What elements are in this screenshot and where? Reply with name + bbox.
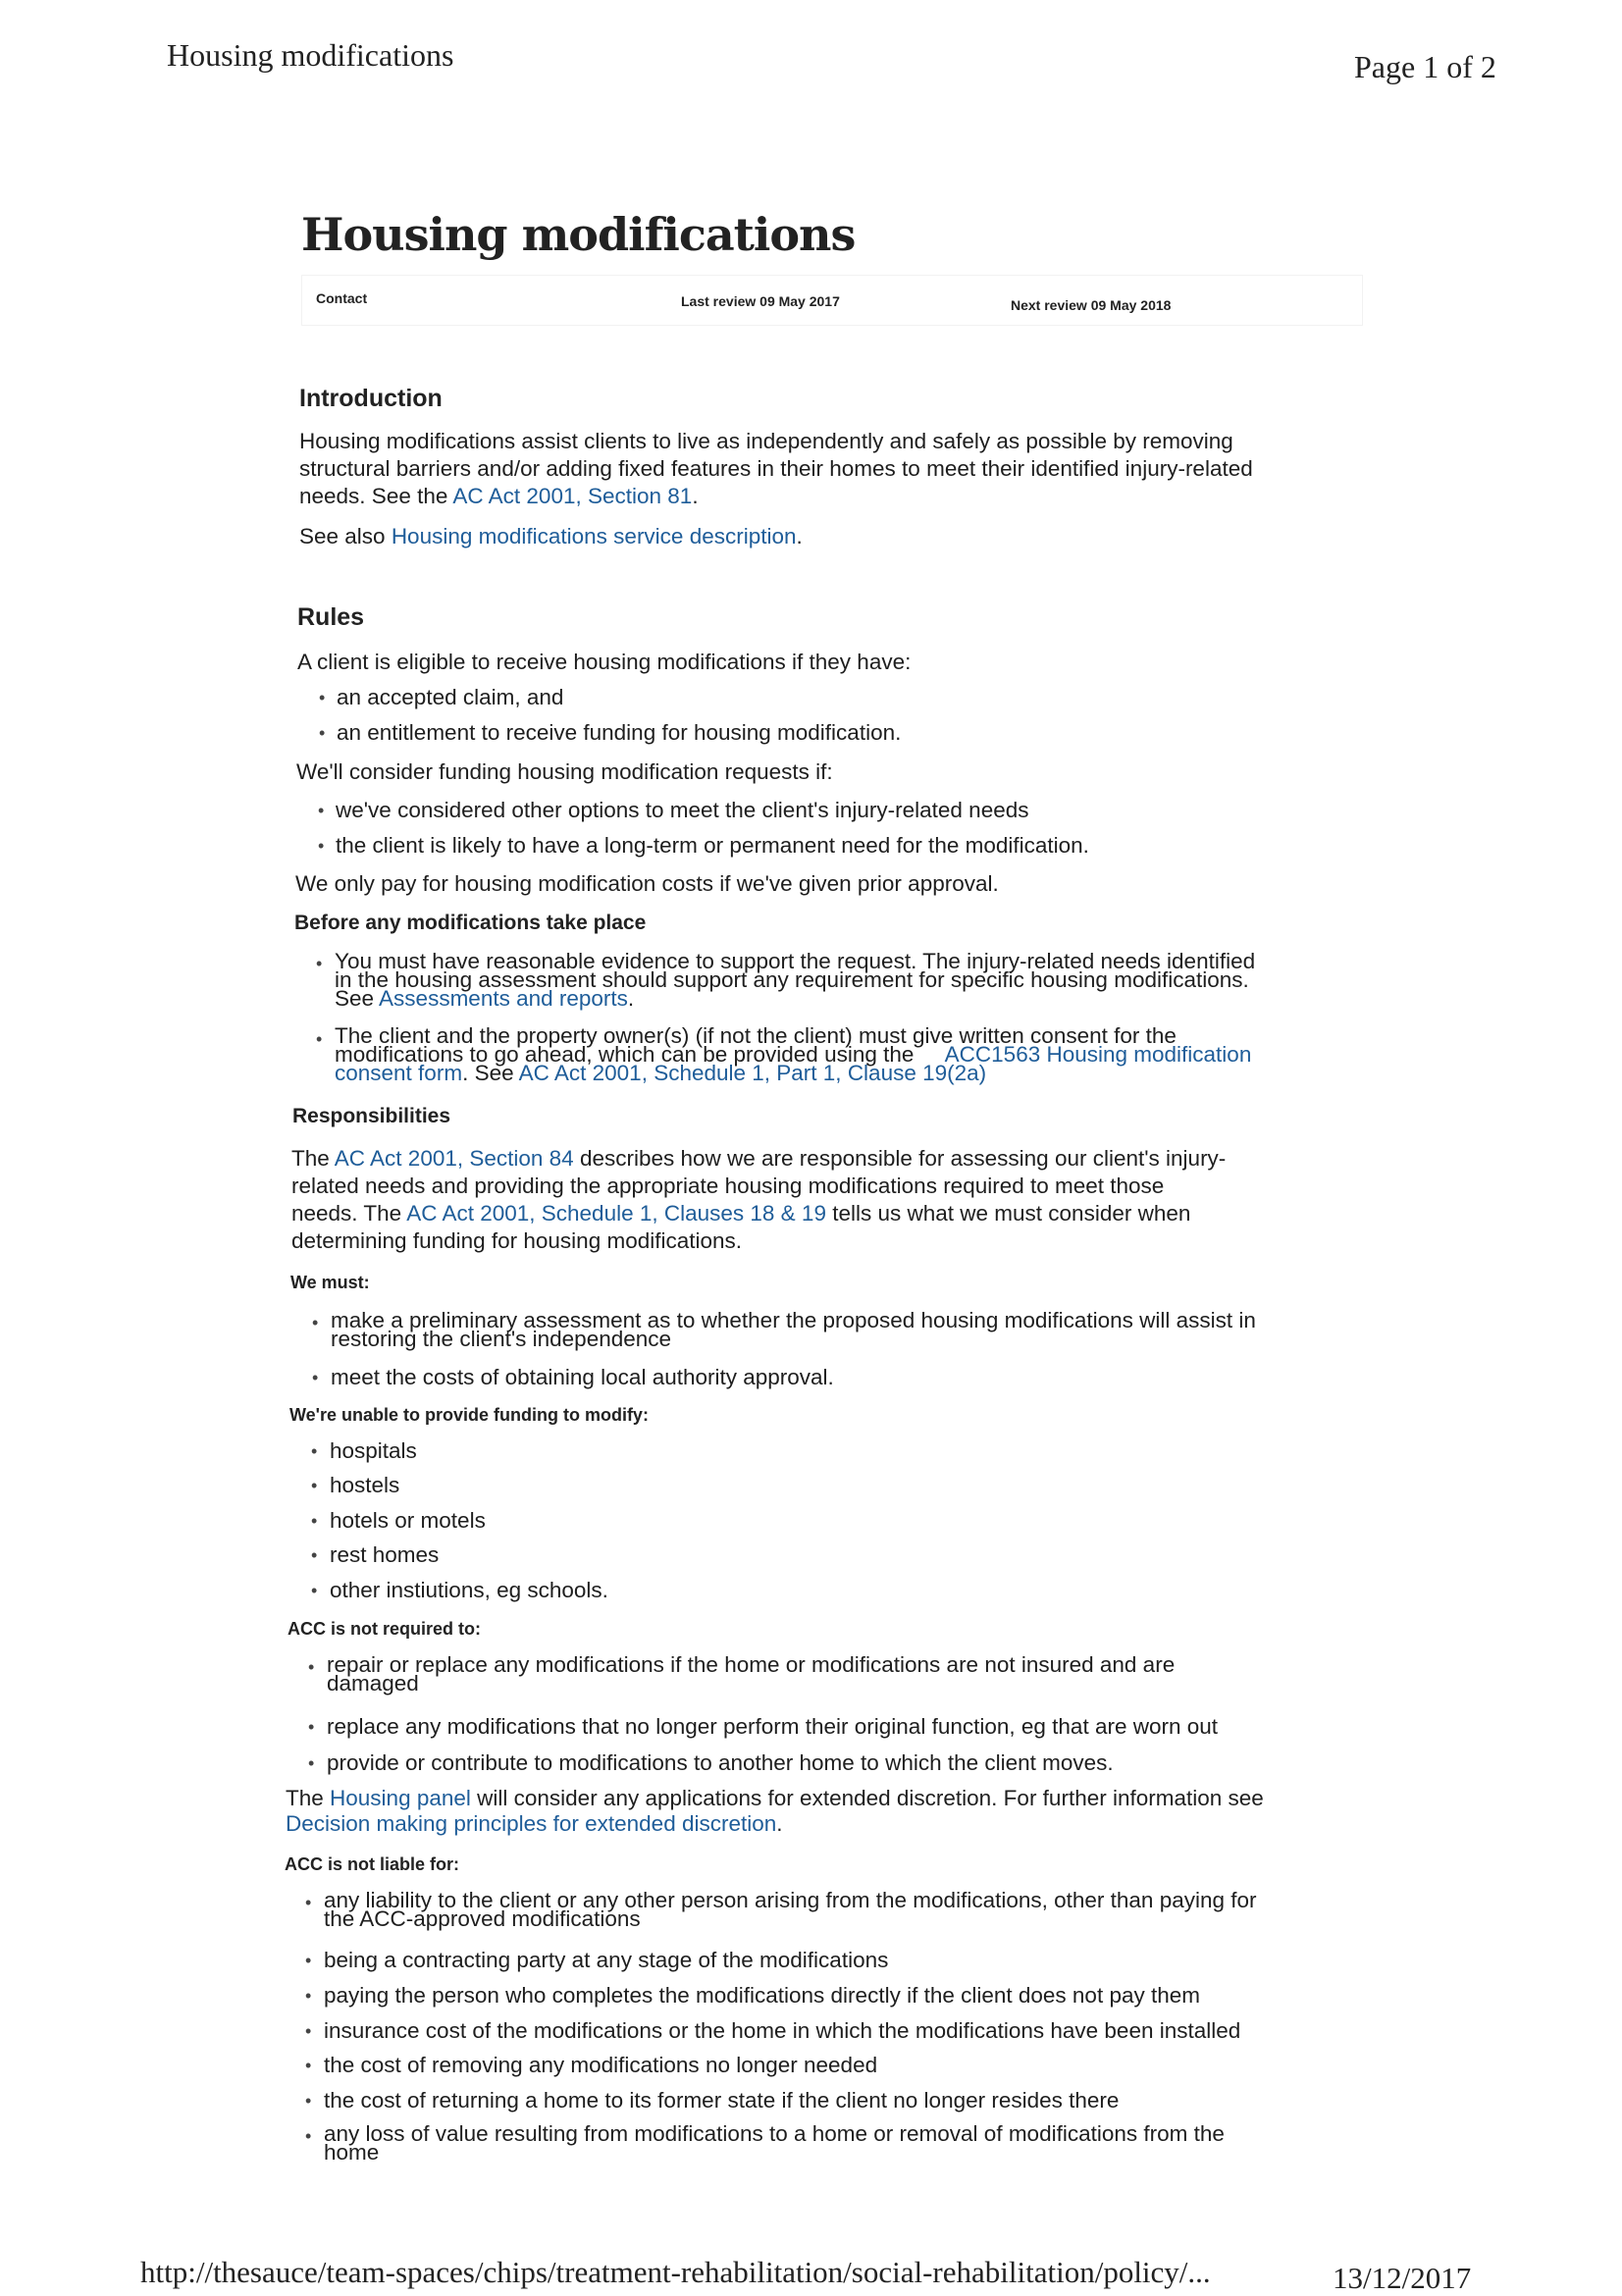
text: You must have reasonable evidence to support the request. The injury-related needs identified	[335, 949, 1256, 973]
list-item: other instiutions, eg schools.	[330, 1578, 608, 1602]
text: any liability to the client or any other person arising from the modifications, other than paying for	[324, 1888, 1257, 1912]
bullet-icon: •	[318, 836, 325, 856]
list-item: meet the costs of obtaining local authority approval.	[331, 1365, 834, 1389]
list-item	[331, 1308, 1256, 1351]
bullet-icon: •	[311, 1441, 318, 1461]
bullet-icon: •	[316, 954, 323, 973]
consent-form-link[interactable]: consent form	[335, 1061, 463, 1085]
list-item: the cost of returning a home to its former state if the client no longer resides there	[324, 2088, 1120, 2113]
text: tells us what we must consider when	[825, 1201, 1191, 1226]
bullet-icon: •	[319, 723, 326, 743]
text: The	[286, 1786, 331, 1810]
bullet-icon: •	[311, 1511, 318, 1531]
bullet-icon: •	[305, 2126, 312, 2146]
text: make a preliminary assessment as to whether the proposed housing modifications will assist in	[331, 1308, 1256, 1332]
list-item: replace any modifications that no longer perform their original function, eg that are worn out	[327, 1714, 1219, 1739]
consent-form-link[interactable]: ACC1563 Housing modification	[944, 1042, 1252, 1067]
not-required-heading: ACC is not required to:	[288, 1619, 481, 1639]
text: modifications to go ahead, which can be provided using the	[335, 1042, 920, 1067]
list-item: insurance cost of the modifications or the home in which the modifications have been installed	[324, 2018, 1241, 2043]
list-item: hospitals	[330, 1438, 417, 1463]
clauses-18-19-link[interactable]: AC Act 2001, Schedule 1, Clauses 18 & 19	[406, 1201, 826, 1226]
clause-19-link[interactable]: AC Act 2001, Schedule 1, Part 1, Clause 19(2a)	[518, 1061, 987, 1085]
text: The client and the property owner(s) (if not the client) must give written consent for the	[335, 1023, 1177, 1048]
not-liable-heading: ACC is not liable for:	[285, 1854, 460, 1874]
list-item: hotels or motels	[330, 1508, 486, 1533]
list-item	[327, 1652, 1176, 1696]
list-item	[324, 2121, 1225, 2165]
section-84-link[interactable]: AC Act 2001, Section 84	[334, 1146, 574, 1171]
text: needs. See the	[299, 484, 453, 508]
bullet-icon: •	[312, 1313, 319, 1332]
list-item: an accepted claim, and	[337, 685, 564, 709]
bullet-icon: •	[318, 801, 325, 820]
text: in the housing assessment should support any requirement for specific housing modifications.	[335, 967, 1249, 992]
text: determining funding for housing modifications.	[291, 1228, 743, 1253]
bullet-icon: •	[305, 1951, 312, 1970]
bullet-icon: •	[305, 1986, 312, 2006]
eligible-text: A client is eligible to receive housing modifications if they have:	[297, 650, 912, 674]
see-also	[299, 523, 803, 550]
bullet-icon: •	[305, 2091, 312, 2111]
text: damaged	[327, 1671, 419, 1696]
list-item: paying the person who completes the modifications directly if the client does not pay them	[324, 1983, 1200, 2008]
text: .	[692, 484, 699, 508]
prior-approval-text: We only pay for housing modification costs if we've given prior approval.	[295, 871, 999, 896]
assessments-link[interactable]: Assessments and reports	[379, 986, 628, 1011]
text: describes how we are responsible for assessing our client's injury-	[573, 1146, 1227, 1171]
bullet-icon: •	[305, 2056, 312, 2075]
text: repair or replace any modifications if the home or modifications are not insured and are	[327, 1652, 1176, 1677]
print-footer-date: 13/12/2017	[1333, 2261, 1472, 2295]
print-footer-url: http://thesauce/team-spaces/chips/treatment-rehabilitation/social-rehabilitation/policy/...	[140, 2255, 1211, 2289]
extended-discretion-link[interactable]: Decision making principles for extended discretion	[286, 1811, 777, 1836]
bullet-icon: •	[312, 1368, 319, 1387]
list-item: the cost of removing any modifications no longer needed	[324, 2053, 878, 2077]
list-item	[335, 1023, 1252, 1085]
list-item: being a contracting party at any stage of the modifications	[324, 1948, 889, 1972]
rules-heading: Rules	[297, 603, 365, 631]
text: .	[776, 1811, 783, 1836]
introduction-heading: Introduction	[299, 385, 443, 412]
ac-act-section-81-link[interactable]: AC Act 2001, Section 81	[452, 484, 693, 508]
print-header-title: Housing modifications	[167, 37, 454, 73]
text: will consider any applications for extended discretion. For further information see	[470, 1786, 1264, 1810]
last-review: Last review 09 May 2017	[681, 293, 840, 309]
bullet-icon: •	[308, 1657, 315, 1677]
text: .	[627, 986, 635, 1011]
list-item: we've considered other options to meet the client's injury-related needs	[336, 798, 1029, 822]
text: needs. The	[291, 1201, 407, 1226]
text: home	[324, 2140, 380, 2165]
print-page-number: Page 1 of 2	[1354, 49, 1496, 84]
before-heading: Before any modifications take place	[294, 912, 647, 934]
responsibilities-heading: Responsibilities	[292, 1105, 451, 1127]
text: .	[796, 524, 803, 548]
text: See	[335, 986, 380, 1011]
consider-text: We'll consider funding housing modification requests if:	[296, 759, 833, 784]
text: structural barriers and/or adding fixed features in their homes to meet their identified injury-related	[299, 456, 1253, 481]
unable-heading: We're unable to provide funding to modify:	[289, 1405, 649, 1425]
contact-link[interactable]: Contact	[316, 290, 368, 306]
bullet-icon: •	[305, 2021, 312, 2041]
text: any loss of value resulting from modifications to a home or removal of modifications from the	[324, 2121, 1225, 2146]
we-must-heading: We must:	[290, 1273, 370, 1292]
bullet-icon: •	[316, 1029, 323, 1049]
responsibilities-paragraph	[291, 1145, 1226, 1255]
list-item: provide or contribute to modifications to another home to which the client moves.	[327, 1750, 1114, 1775]
list-item: hostels	[330, 1473, 400, 1497]
bullet-icon: •	[311, 1581, 318, 1600]
bullet-icon: •	[308, 1753, 315, 1773]
bullet-icon: •	[319, 688, 326, 707]
text: . See	[462, 1061, 519, 1085]
housing-panel-link[interactable]: Housing panel	[330, 1786, 471, 1810]
text: The	[291, 1146, 335, 1171]
text: related needs and providing the appropriate housing modifications required to meet those	[291, 1174, 1165, 1198]
introduction-paragraph	[299, 428, 1253, 510]
next-review: Next review 09 May 2018	[1011, 297, 1172, 313]
list-item	[324, 1888, 1257, 1931]
list-item: the client is likely to have a long-term or permanent need for the modification.	[336, 833, 1089, 858]
text: Housing modifications assist clients to live as independently and safely as possible by removing	[299, 429, 1233, 453]
text: restoring the client's independence	[331, 1327, 672, 1351]
list-item	[335, 949, 1256, 1011]
page-title: Housing modifications	[301, 208, 856, 261]
bullet-icon: •	[308, 1717, 315, 1737]
service-description-link[interactable]: Housing modifications service description	[391, 524, 797, 548]
bullet-icon: •	[311, 1545, 318, 1565]
list-item: an entitlement to receive funding for housing modification.	[337, 720, 902, 745]
text: See also	[299, 524, 392, 548]
bullet-icon: •	[311, 1476, 318, 1495]
housing-panel-paragraph	[286, 1786, 1264, 1837]
bullet-icon: •	[305, 1893, 312, 1912]
list-item: rest homes	[330, 1542, 440, 1567]
text: the ACC-approved modifications	[324, 1906, 641, 1931]
